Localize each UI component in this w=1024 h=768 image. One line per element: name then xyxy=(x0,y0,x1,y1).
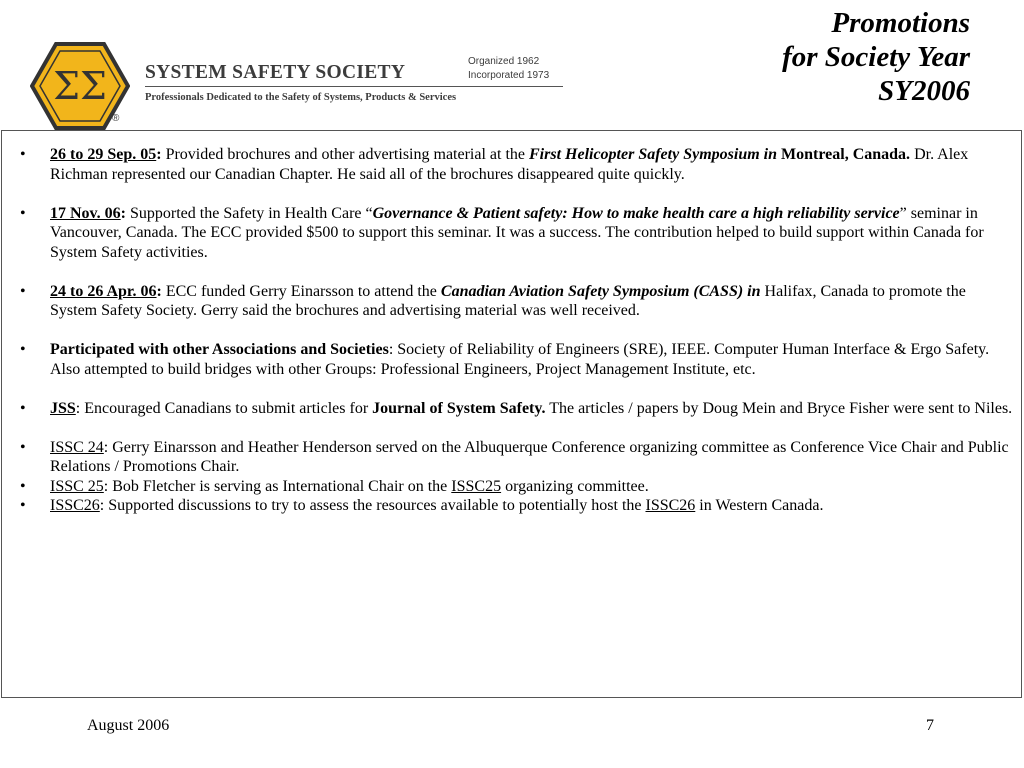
bullet-text: : Encouraged Canadians to submit articles for xyxy=(75,399,373,417)
bullet-item xyxy=(20,204,1013,263)
bullet-text: : xyxy=(156,146,162,163)
society-name: SYSTEM SAFETY SOCIETY xyxy=(145,62,406,83)
logo-symbol: ΣΣ xyxy=(53,64,107,108)
bullet-heading: ISSC26 xyxy=(645,497,696,514)
bullet-heading: ISSC 25 xyxy=(50,477,104,495)
bullet-heading: 26 to 29 Sep. 05 xyxy=(50,146,157,163)
bullet-text: Montreal, Canada. xyxy=(777,146,911,163)
bullet-heading: ISSC 24 xyxy=(50,438,104,456)
bullet-text: The articles / papers by Doug Mein and Bryce Fisher were sent to Niles. xyxy=(545,399,1013,417)
bullet-text: : Supported discussions to try to assess the resources available to potentially host the xyxy=(99,497,646,514)
bullet-item xyxy=(20,477,1013,497)
bullet-text: in Western Canada. xyxy=(695,497,824,514)
slide-header xyxy=(0,0,1024,128)
bullet-text: Journal of System Safety. xyxy=(372,399,546,417)
bullet-text: ECC funded Gerry Einarsson to attend the xyxy=(161,282,441,300)
title-line-3: SY2006 xyxy=(878,75,970,107)
bullet-item xyxy=(20,399,1013,419)
title-line-2: for Society Year xyxy=(782,41,970,73)
bullet-item xyxy=(20,145,1013,184)
bullet-text: Governance & Patient safety: How to make health care a high reliability service xyxy=(372,204,900,222)
bullet-heading: JSS xyxy=(50,399,76,417)
bullet-text: Dr. Alex Richman represented our Canadian Chapter. He said all of the brochures disappeared quite quickly. xyxy=(50,146,969,183)
bullet-text: Halifax, Canada to promote the System Safety Society. Gerry said the brochures and advertising material was well received. xyxy=(50,282,966,319)
bullet-heading: ISSC26 xyxy=(50,497,100,514)
incorporated-year: Incorporated 1973 xyxy=(468,70,550,81)
bullet-text: Provided brochures and other advertising material at the xyxy=(161,146,529,163)
bullet-text: Supported the Safety in Health Care “ xyxy=(126,204,373,222)
footer-date: August 2006 xyxy=(87,717,170,734)
bullet-text: : Society of Reliability of Engineers (SRE), IEEE. Computer Human Interface & Ergo Safety. Also attempted to build bridges with other Groups: Professional Engineers, Project Management Institute, etc. xyxy=(50,341,990,378)
bullet-item xyxy=(20,340,1013,379)
bullet-text: Participated with other Associations and Societies xyxy=(50,341,389,358)
bullet-item xyxy=(20,282,1013,321)
registered-mark: ® xyxy=(112,113,120,124)
page-number: 7 xyxy=(926,717,934,734)
bullet-list xyxy=(2,131,1021,516)
content-box xyxy=(1,130,1022,698)
bullet-text: First Helicopter Safety Symposium in xyxy=(529,146,778,163)
bullet-text: : xyxy=(156,282,162,300)
bullet-text: Canadian Aviation Safety Symposium (CASS) in xyxy=(440,282,761,300)
bullet-text: : Gerry Einarsson and Heather Henderson served on the Albuquerque Conference organizing committee as Conference Vice Chair and Public Relations / Promotions Chair. xyxy=(50,438,1009,475)
logo-divider xyxy=(145,86,563,87)
title-line-1: Promotions xyxy=(831,7,970,39)
bullet-text: : Bob Fletcher is serving as International Chair on the xyxy=(103,477,452,495)
organized-year: Organized 1962 xyxy=(468,56,540,67)
bullet-heading: ISSC25 xyxy=(451,477,502,495)
bullet-text: ” seminar in Vancouver, Canada. The ECC provided $500 to support this seminar. It was a success. The contribution helped to build support within Canada for System Safety activities. xyxy=(50,204,984,261)
society-logo xyxy=(30,40,570,132)
bullet-text: : xyxy=(120,204,126,222)
bullet-item xyxy=(20,438,1013,477)
bullet-item xyxy=(20,496,1013,516)
bullet-heading: 24 to 26 Apr. 06 xyxy=(50,282,157,300)
society-tagline: Professionals Dedicated to the Safety of Systems, Products & Services xyxy=(145,92,457,103)
bullet-text: organizing committee. xyxy=(501,477,649,495)
slide-title xyxy=(782,6,970,108)
bullet-heading: 17 Nov. 06 xyxy=(50,204,121,222)
